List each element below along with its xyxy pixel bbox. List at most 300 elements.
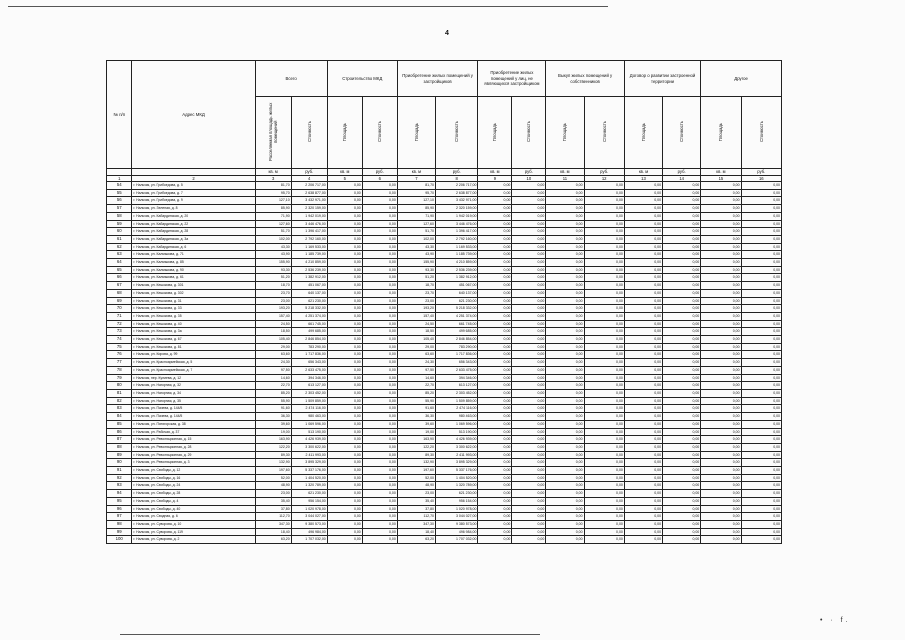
row-construction-area: 0,00 bbox=[327, 182, 362, 190]
row-zero-value: 0,00 bbox=[741, 289, 781, 297]
row-construction-cost: 0,00 bbox=[362, 212, 397, 220]
row-total-cost: 2 320 159,00 bbox=[291, 205, 327, 213]
row-total-area: 37,80 bbox=[255, 505, 291, 513]
row-zero-value: 0,00 bbox=[663, 312, 701, 320]
row-zero-value: 0,00 bbox=[624, 359, 662, 367]
row-zero-value: 0,00 bbox=[512, 266, 546, 274]
unit-cell: кв. м bbox=[546, 169, 584, 176]
row-total-cost: 1 020 978,00 bbox=[291, 505, 327, 513]
row-developer-cost: 4 426 939,00 bbox=[435, 436, 477, 444]
row-total-area: 43,90 bbox=[255, 251, 291, 259]
row-construction-area: 0,00 bbox=[327, 312, 362, 320]
row-construction-cost: 0,00 bbox=[362, 228, 397, 236]
row-number: 95 bbox=[107, 497, 132, 505]
row-total-area: 97,50 bbox=[255, 366, 291, 374]
row-zero-value: 0,00 bbox=[478, 182, 512, 190]
row-number: 63 bbox=[107, 251, 132, 259]
row-developer-cost: 2 536 239,00 bbox=[435, 266, 477, 274]
row-number: 71 bbox=[107, 312, 132, 320]
row-zero-value: 0,00 bbox=[741, 389, 781, 397]
row-zero-value: 0,00 bbox=[663, 235, 701, 243]
row-zero-value: 0,00 bbox=[663, 436, 701, 444]
table-row bbox=[107, 297, 782, 305]
row-construction-area: 0,00 bbox=[327, 413, 362, 421]
unit-cell: руб. bbox=[741, 169, 781, 176]
row-construction-cost: 0,00 bbox=[362, 235, 397, 243]
row-address: г. Нальчик, ул. Грибоедова, д. 7 bbox=[132, 189, 255, 197]
row-zero-value: 0,00 bbox=[478, 490, 512, 498]
row-zero-value: 0,00 bbox=[624, 243, 662, 251]
row-zero-value: 0,00 bbox=[663, 382, 701, 390]
row-address: г. Нальчик, ул. Грибоедова, д. 5 bbox=[132, 182, 255, 190]
row-total-cost: 621 230,00 bbox=[291, 297, 327, 305]
row-developer-cost: 656 343,00 bbox=[435, 359, 477, 367]
table-row bbox=[107, 305, 782, 313]
row-developer-area: 71,90 bbox=[397, 212, 435, 220]
row-zero-value: 0,00 bbox=[741, 366, 781, 374]
table-row bbox=[107, 497, 782, 505]
row-developer-area: 43,30 bbox=[397, 243, 435, 251]
row-developer-area: 14,60 bbox=[397, 374, 435, 382]
row-address: г. Нальчик, ул. Революционная, д. 29 bbox=[132, 451, 255, 459]
row-total-cost: 4 426 939,00 bbox=[291, 436, 327, 444]
row-zero-value: 0,00 bbox=[512, 343, 546, 351]
row-developer-area: 132,90 bbox=[397, 459, 435, 467]
row-zero-value: 0,00 bbox=[701, 382, 741, 390]
row-zero-value: 0,00 bbox=[512, 274, 546, 282]
row-zero-value: 0,00 bbox=[663, 328, 701, 336]
row-zero-value: 0,00 bbox=[478, 266, 512, 274]
row-zero-value: 0,00 bbox=[546, 243, 584, 251]
row-zero-value: 0,00 bbox=[701, 189, 741, 197]
row-zero-value: 0,00 bbox=[741, 382, 781, 390]
row-address: г. Нальчик, ул. Кешокова, д. 40 bbox=[132, 320, 255, 328]
row-number: 90 bbox=[107, 459, 132, 467]
row-zero-value: 0,00 bbox=[624, 228, 662, 236]
row-developer-area: 18,70 bbox=[397, 282, 435, 290]
row-zero-value: 0,00 bbox=[741, 297, 781, 305]
resettlement-table bbox=[106, 60, 782, 544]
row-number: 72 bbox=[107, 320, 132, 328]
row-number: 88 bbox=[107, 443, 132, 451]
row-developer-area: 197,60 bbox=[397, 467, 435, 475]
row-developer-area: 347,30 bbox=[397, 520, 435, 528]
table-row bbox=[107, 451, 782, 459]
row-construction-cost: 0,00 bbox=[362, 536, 397, 544]
row-construction-cost: 0,00 bbox=[362, 459, 397, 467]
row-construction-area: 0,00 bbox=[327, 389, 362, 397]
row-construction-cost: 0,00 bbox=[362, 351, 397, 359]
row-zero-value: 0,00 bbox=[584, 443, 624, 451]
row-construction-cost: 0,00 bbox=[362, 289, 397, 297]
row-number: 54 bbox=[107, 182, 132, 190]
table-row bbox=[107, 182, 782, 190]
row-total-area: 122,20 bbox=[255, 443, 291, 451]
row-number: 75 bbox=[107, 343, 132, 351]
row-zero-value: 0,00 bbox=[512, 374, 546, 382]
row-developer-area: 37,80 bbox=[397, 505, 435, 513]
row-total-area: 132,90 bbox=[255, 459, 291, 467]
row-construction-cost: 0,00 bbox=[362, 320, 397, 328]
row-zero-value: 0,00 bbox=[546, 182, 584, 190]
row-construction-area: 0,00 bbox=[327, 467, 362, 475]
row-zero-value: 0,00 bbox=[741, 513, 781, 521]
row-zero-value: 0,00 bbox=[701, 374, 741, 382]
row-number: 76 bbox=[107, 351, 132, 359]
column-number: 6 bbox=[362, 175, 397, 182]
row-developer-cost: 5 218 332,00 bbox=[435, 305, 477, 313]
row-address: г. Нальчик, ул. Суворова, д. 2 bbox=[132, 536, 255, 544]
table-row bbox=[107, 235, 782, 243]
row-zero-value: 0,00 bbox=[624, 312, 662, 320]
row-zero-value: 0,00 bbox=[701, 228, 741, 236]
table-row bbox=[107, 259, 782, 267]
row-zero-value: 0,00 bbox=[584, 243, 624, 251]
row-developer-cost: 2 206 717,00 bbox=[435, 182, 477, 190]
unit-cell: кв. м bbox=[397, 169, 435, 176]
row-zero-value: 0,00 bbox=[478, 289, 512, 297]
row-zero-value: 0,00 bbox=[478, 482, 512, 490]
scan-artifact-line bbox=[8, 6, 608, 7]
table-row bbox=[107, 413, 782, 421]
row-zero-value: 0,00 bbox=[478, 274, 512, 282]
row-zero-value: 0,00 bbox=[624, 251, 662, 259]
group-header-developer-purchase: Приобретение жилых помещений у застройщиков bbox=[397, 61, 478, 97]
row-zero-value: 0,00 bbox=[512, 513, 546, 521]
row-zero-value: 0,00 bbox=[512, 205, 546, 213]
row-construction-cost: 0,00 bbox=[362, 205, 397, 213]
row-total-area: 163,90 bbox=[255, 436, 291, 444]
row-zero-value: 0,00 bbox=[624, 474, 662, 482]
row-zero-value: 0,00 bbox=[584, 451, 624, 459]
row-number: 93 bbox=[107, 482, 132, 490]
row-total-area: 85,90 bbox=[255, 205, 291, 213]
unit-cell: кв. м bbox=[478, 169, 512, 176]
row-address: г. Нальчик, ул. Пачева, д. 144/5 bbox=[132, 405, 255, 413]
row-address: г. Нальчик, ул. Сводная, д. 6 bbox=[132, 513, 255, 521]
row-zero-value: 0,00 bbox=[624, 212, 662, 220]
row-zero-value: 0,00 bbox=[741, 482, 781, 490]
row-developer-cost: 2 411 993,00 bbox=[435, 451, 477, 459]
row-zero-value: 0,00 bbox=[546, 428, 584, 436]
table-row bbox=[107, 374, 782, 382]
row-total-area: 85,20 bbox=[255, 389, 291, 397]
row-zero-value: 0,00 bbox=[624, 197, 662, 205]
row-total-area: 51,20 bbox=[255, 274, 291, 282]
row-developer-area: 23,70 bbox=[397, 289, 435, 297]
row-zero-value: 0,00 bbox=[478, 497, 512, 505]
group-header-other: Другое bbox=[701, 61, 782, 97]
row-address: г. Нальчик, ул. Революционная, д. 28 bbox=[132, 443, 255, 451]
row-zero-value: 0,00 bbox=[701, 366, 741, 374]
row-zero-value: 0,00 bbox=[624, 374, 662, 382]
row-number: 80 bbox=[107, 382, 132, 390]
row-developer-cost: 621 230,00 bbox=[435, 297, 477, 305]
row-number: 86 bbox=[107, 428, 132, 436]
row-number: 89 bbox=[107, 451, 132, 459]
row-zero-value: 0,00 bbox=[663, 520, 701, 528]
row-number: 66 bbox=[107, 274, 132, 282]
row-zero-value: 0,00 bbox=[546, 351, 584, 359]
row-zero-value: 0,00 bbox=[584, 305, 624, 313]
row-developer-area: 23,00 bbox=[397, 297, 435, 305]
row-construction-cost: 0,00 bbox=[362, 182, 397, 190]
column-number: 3 bbox=[255, 175, 291, 182]
row-developer-area: 55,90 bbox=[397, 397, 435, 405]
row-developer-area: 105,40 bbox=[397, 336, 435, 344]
row-zero-value: 0,00 bbox=[741, 259, 781, 267]
row-zero-value: 0,00 bbox=[478, 205, 512, 213]
row-zero-value: 0,00 bbox=[663, 366, 701, 374]
row-zero-value: 0,00 bbox=[478, 459, 512, 467]
table-row bbox=[107, 366, 782, 374]
row-zero-value: 0,00 bbox=[663, 282, 701, 290]
row-zero-value: 0,00 bbox=[584, 235, 624, 243]
row-construction-cost: 0,00 bbox=[362, 467, 397, 475]
row-zero-value: 0,00 bbox=[624, 528, 662, 536]
row-zero-value: 0,00 bbox=[624, 428, 662, 436]
subheader-cost: Стоимость bbox=[362, 97, 397, 169]
row-zero-value: 0,00 bbox=[478, 220, 512, 228]
table-row bbox=[107, 243, 782, 251]
row-total-cost: 2 792 160,00 bbox=[291, 235, 327, 243]
column-number: 13 bbox=[624, 175, 662, 182]
row-zero-value: 0,00 bbox=[624, 497, 662, 505]
row-total-area: 95,70 bbox=[255, 189, 291, 197]
row-total-cost: 394 346,00 bbox=[291, 374, 327, 382]
row-zero-value: 0,00 bbox=[478, 328, 512, 336]
row-construction-area: 0,00 bbox=[327, 197, 362, 205]
row-total-cost: 4 251 374,00 bbox=[291, 312, 327, 320]
row-construction-area: 0,00 bbox=[327, 328, 362, 336]
row-construction-area: 0,00 bbox=[327, 282, 362, 290]
table-row bbox=[107, 312, 782, 320]
row-zero-value: 0,00 bbox=[512, 520, 546, 528]
row-construction-cost: 0,00 bbox=[362, 312, 397, 320]
row-construction-cost: 0,00 bbox=[362, 397, 397, 405]
row-zero-value: 0,00 bbox=[701, 520, 741, 528]
row-construction-area: 0,00 bbox=[327, 235, 362, 243]
row-zero-value: 0,00 bbox=[663, 467, 701, 475]
row-address: г. Нальчик, ул. Кешокова, д. 81 bbox=[132, 343, 255, 351]
row-number: 79 bbox=[107, 374, 132, 382]
row-zero-value: 0,00 bbox=[624, 490, 662, 498]
row-developer-cost: 1 320 789,00 bbox=[435, 482, 477, 490]
table-row bbox=[107, 266, 782, 274]
row-construction-cost: 0,00 bbox=[362, 420, 397, 428]
row-developer-cost: 3 895 329,00 bbox=[435, 459, 477, 467]
column-number: 4 bbox=[291, 175, 327, 182]
row-number: 67 bbox=[107, 282, 132, 290]
row-developer-cost: 3 446 476,00 bbox=[435, 220, 477, 228]
row-total-area: 23,00 bbox=[255, 297, 291, 305]
row-construction-cost: 0,00 bbox=[362, 382, 397, 390]
row-zero-value: 0,00 bbox=[701, 474, 741, 482]
row-zero-value: 0,00 bbox=[512, 259, 546, 267]
row-zero-value: 0,00 bbox=[512, 482, 546, 490]
row-zero-value: 0,00 bbox=[663, 320, 701, 328]
row-construction-area: 0,00 bbox=[327, 274, 362, 282]
row-address: г. Нальчик, ул. Грибоедова, д. 9 bbox=[132, 197, 255, 205]
row-developer-area: 81,70 bbox=[397, 182, 435, 190]
row-zero-value: 0,00 bbox=[701, 343, 741, 351]
page-number: 4 bbox=[445, 30, 449, 37]
row-zero-value: 0,00 bbox=[663, 243, 701, 251]
row-address: г. Нальчик, ул. Кешокова, д. 35 bbox=[132, 312, 255, 320]
row-total-cost: 2 206 717,00 bbox=[291, 182, 327, 190]
row-developer-area: 39,60 bbox=[397, 420, 435, 428]
row-number: 94 bbox=[107, 490, 132, 498]
row-zero-value: 0,00 bbox=[546, 505, 584, 513]
row-developer-cost: 1 169 533,00 bbox=[435, 243, 477, 251]
row-zero-value: 0,00 bbox=[701, 251, 741, 259]
row-construction-area: 0,00 bbox=[327, 451, 362, 459]
row-zero-value: 0,00 bbox=[624, 220, 662, 228]
row-developer-cost: 1 707 032,00 bbox=[435, 536, 477, 544]
row-zero-value: 0,00 bbox=[701, 197, 741, 205]
row-developer-area: 95,70 bbox=[397, 189, 435, 197]
row-zero-value: 0,00 bbox=[478, 343, 512, 351]
unit-cell: кв. м bbox=[701, 169, 741, 176]
row-zero-value: 0,00 bbox=[624, 397, 662, 405]
row-total-cost: 640 137,00 bbox=[291, 289, 327, 297]
row-zero-value: 0,00 bbox=[584, 374, 624, 382]
row-number: 70 bbox=[107, 305, 132, 313]
subheader-area: Площадь bbox=[397, 97, 435, 169]
column-number: 5 bbox=[327, 175, 362, 182]
unit-cell: руб. bbox=[663, 169, 701, 176]
row-total-area: 18,40 bbox=[255, 528, 291, 536]
row-address: г. Нальчик, ул. Кирова, д. 99 bbox=[132, 351, 255, 359]
row-developer-cost: 2 474 116,00 bbox=[435, 405, 477, 413]
row-zero-value: 0,00 bbox=[546, 266, 584, 274]
row-total-cost: 3 300 622,00 bbox=[291, 443, 327, 451]
row-zero-value: 0,00 bbox=[701, 235, 741, 243]
row-address: г. Нальчик, ул. Свободы, д. 16 bbox=[132, 474, 255, 482]
row-zero-value: 0,00 bbox=[584, 513, 624, 521]
row-construction-area: 0,00 bbox=[327, 497, 362, 505]
row-zero-value: 0,00 bbox=[512, 428, 546, 436]
col-address-header: Адрес МКД bbox=[132, 61, 255, 169]
table-row bbox=[107, 274, 782, 282]
row-zero-value: 0,00 bbox=[741, 282, 781, 290]
row-address: г. Нальчик, ул. Калмыкова, д. 71 bbox=[132, 251, 255, 259]
row-developer-cost: 1 020 978,00 bbox=[435, 505, 477, 513]
row-zero-value: 0,00 bbox=[701, 490, 741, 498]
row-number: 61 bbox=[107, 235, 132, 243]
row-zero-value: 0,00 bbox=[512, 228, 546, 236]
row-developer-cost: 2 638 877,00 bbox=[435, 189, 477, 197]
group-header-total: Всего bbox=[255, 61, 327, 97]
row-developer-area: 97,50 bbox=[397, 366, 435, 374]
row-developer-area: 29,00 bbox=[397, 343, 435, 351]
row-address: г. Нальчик, ул. Кабардинская, д. 6 bbox=[132, 243, 255, 251]
row-zero-value: 0,00 bbox=[512, 389, 546, 397]
row-zero-value: 0,00 bbox=[584, 297, 624, 305]
row-number: 77 bbox=[107, 359, 132, 367]
row-construction-area: 0,00 bbox=[327, 228, 362, 236]
row-zero-value: 0,00 bbox=[741, 351, 781, 359]
row-total-area: 29,00 bbox=[255, 343, 291, 351]
row-zero-value: 0,00 bbox=[741, 359, 781, 367]
row-zero-value: 0,00 bbox=[701, 482, 741, 490]
unit-cell: кв. м bbox=[624, 169, 662, 176]
row-total-area: 155,90 bbox=[255, 259, 291, 267]
row-zero-value: 0,00 bbox=[701, 420, 741, 428]
row-zero-value: 0,00 bbox=[741, 243, 781, 251]
row-total-area: 81,70 bbox=[255, 182, 291, 190]
row-developer-area: 35,40 bbox=[397, 497, 435, 505]
row-zero-value: 0,00 bbox=[584, 382, 624, 390]
row-address: г. Нальчик, ул. Пятигорская, д. 38 bbox=[132, 420, 255, 428]
row-construction-cost: 0,00 bbox=[362, 389, 397, 397]
row-developer-cost: 451 067,00 bbox=[435, 282, 477, 290]
row-total-cost: 1 069 596,00 bbox=[291, 420, 327, 428]
row-zero-value: 0,00 bbox=[478, 243, 512, 251]
row-total-area: 24,50 bbox=[255, 320, 291, 328]
row-zero-value: 0,00 bbox=[663, 343, 701, 351]
row-zero-value: 0,00 bbox=[701, 305, 741, 313]
row-zero-value: 0,00 bbox=[478, 282, 512, 290]
row-address: г. Нальчик, ул. Нагорная, д. 32 bbox=[132, 382, 255, 390]
row-developer-area: 24,30 bbox=[397, 359, 435, 367]
row-zero-value: 0,00 bbox=[584, 389, 624, 397]
table-row bbox=[107, 405, 782, 413]
row-zero-value: 0,00 bbox=[624, 389, 662, 397]
row-developer-area: 163,90 bbox=[397, 436, 435, 444]
row-construction-area: 0,00 bbox=[327, 366, 362, 374]
row-zero-value: 0,00 bbox=[741, 320, 781, 328]
row-construction-area: 0,00 bbox=[327, 297, 362, 305]
row-construction-area: 0,00 bbox=[327, 520, 362, 528]
row-total-area: 127,60 bbox=[255, 220, 291, 228]
row-zero-value: 0,00 bbox=[512, 212, 546, 220]
row-address: г. Нальчик, ул. Кешокова, д. 67 bbox=[132, 336, 255, 344]
row-developer-cost: 496 984,00 bbox=[435, 528, 477, 536]
row-developer-cost: 394 346,00 bbox=[435, 374, 477, 382]
row-zero-value: 0,00 bbox=[701, 405, 741, 413]
row-zero-value: 0,00 bbox=[512, 490, 546, 498]
row-total-cost: 4 210 859,00 bbox=[291, 259, 327, 267]
row-zero-value: 0,00 bbox=[741, 497, 781, 505]
row-developer-cost: 956 154,00 bbox=[435, 497, 477, 505]
row-construction-area: 0,00 bbox=[327, 243, 362, 251]
row-zero-value: 0,00 bbox=[478, 189, 512, 197]
row-zero-value: 0,00 bbox=[663, 205, 701, 213]
row-developer-area: 193,20 bbox=[397, 305, 435, 313]
row-total-cost: 5 337 176,00 bbox=[291, 467, 327, 475]
col-no-header: № п/п bbox=[107, 61, 132, 169]
row-zero-value: 0,00 bbox=[546, 490, 584, 498]
row-zero-value: 0,00 bbox=[701, 266, 741, 274]
row-zero-value: 0,00 bbox=[478, 420, 512, 428]
subheader-area: Площадь bbox=[624, 97, 662, 169]
row-zero-value: 0,00 bbox=[663, 351, 701, 359]
row-construction-area: 0,00 bbox=[327, 528, 362, 536]
row-construction-area: 0,00 bbox=[327, 251, 362, 259]
row-zero-value: 0,00 bbox=[701, 359, 741, 367]
row-number: 62 bbox=[107, 243, 132, 251]
row-zero-value: 0,00 bbox=[584, 405, 624, 413]
row-total-area: 89,30 bbox=[255, 451, 291, 459]
table-row bbox=[107, 490, 782, 498]
row-developer-cost: 661 745,00 bbox=[435, 320, 477, 328]
row-zero-value: 0,00 bbox=[478, 389, 512, 397]
row-zero-value: 0,00 bbox=[741, 197, 781, 205]
row-zero-value: 0,00 bbox=[741, 520, 781, 528]
row-zero-value: 0,00 bbox=[478, 443, 512, 451]
row-developer-cost: 2 633 475,00 bbox=[435, 366, 477, 374]
